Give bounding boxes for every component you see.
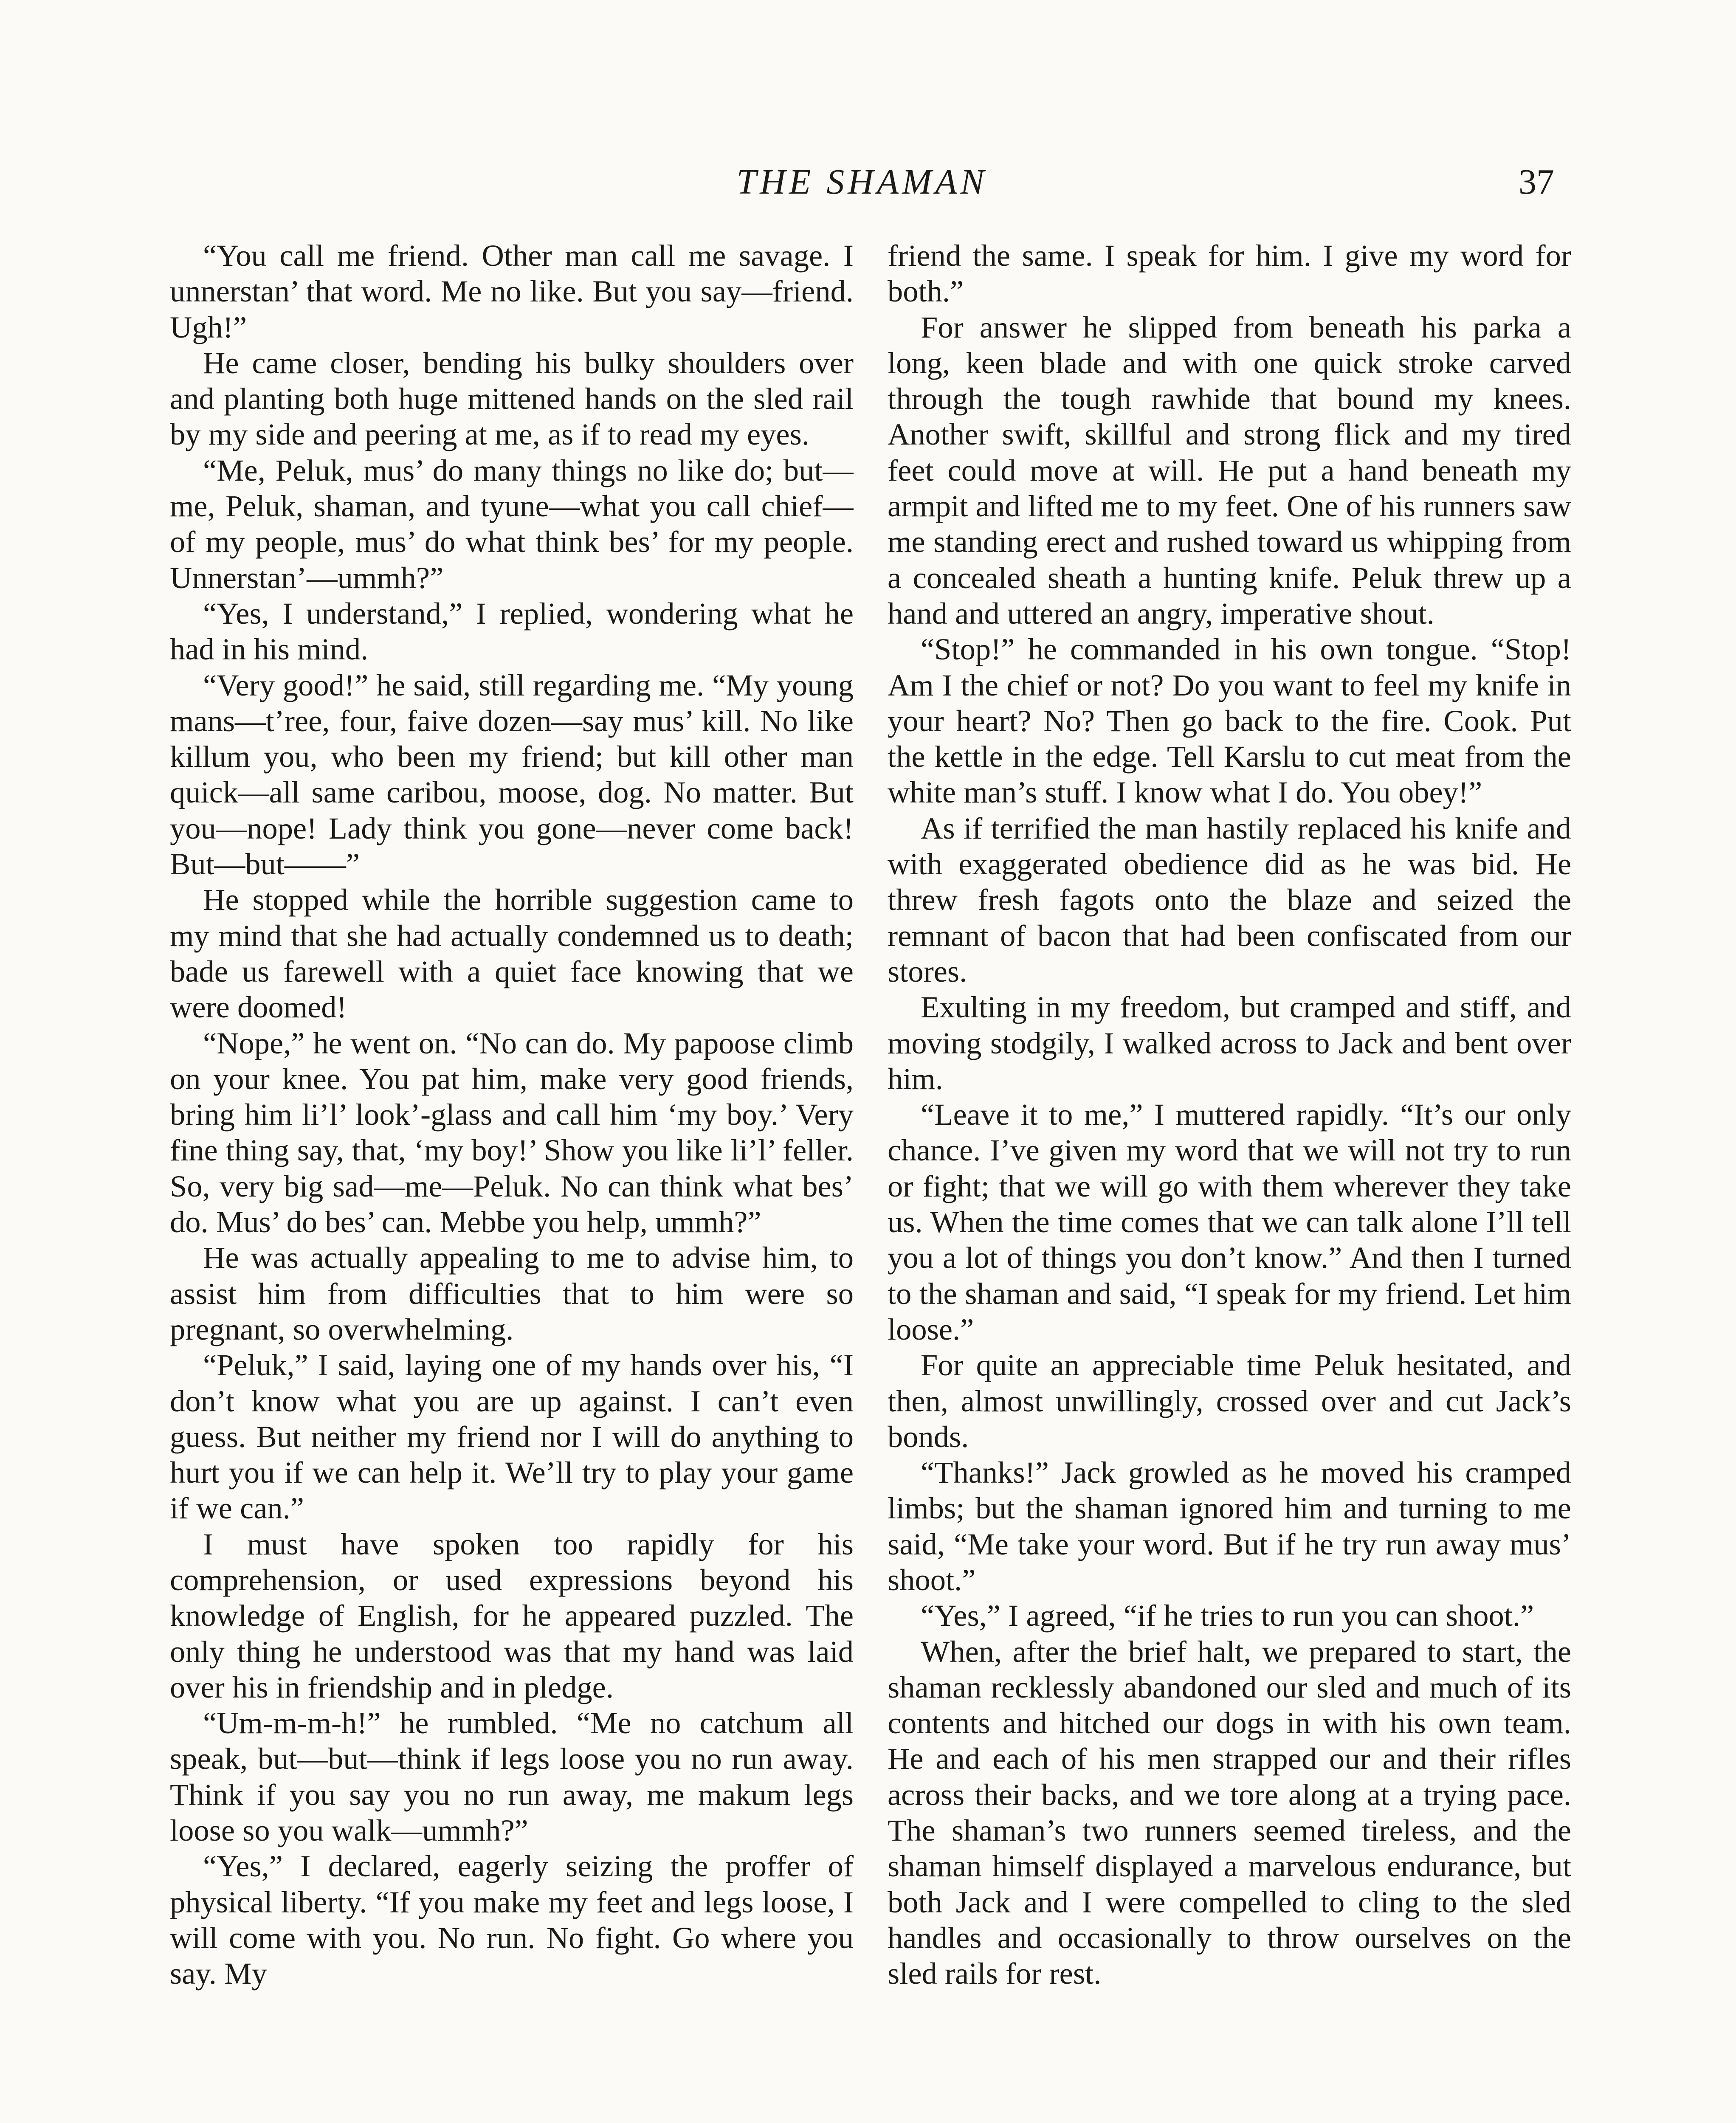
paragraph: Exulting in my freedom, but cramped and stiff, and moving stodgily, I walked across to Jack and bent over him. [888, 990, 1571, 1096]
paragraph: He came closer, bending his bulky shoulders over and planting both huge mittened hands on the sled rail by my side and peering at me, as if to read my eyes. [170, 345, 854, 452]
paragraph: “You call me friend. Other man call me savage. I unnerstan’ that word. Me no like. But you say—friend. Ugh!” [170, 238, 854, 344]
paragraph: “Me, Peluk, mus’ do many things no like do; but—me, Peluk, shaman, and tyune—what you call chief—of my people, mus’ do what think bes’ for my people. Unnerstan’—ummh?” [170, 453, 854, 595]
running-header [170, 161, 1554, 212]
left-column [170, 238, 854, 2123]
paragraph: “Peluk,” I said, laying one of my hands over his, “I don’t know what you are up against. I can’t even guess. But neither my friend nor I will do anything to hurt you if we can help it. We’ll try to play your game if we can.” [170, 1348, 854, 1526]
paragraph: “Thanks!” Jack growled as he moved his cramped limbs; but the shaman ignored him and turning to me said, “Me take your word. But if he try run away mus’ shoot.” [888, 1455, 1571, 1597]
paragraph: “Stop!” he commanded in his own tongue. “Stop! Am I the chief or not? Do you want to feel my knife in your heart? No? Then go back to the fire. Cook. Put the kettle in the edge. Tell Karslu to cut meat from the white man’s stuff. I know what I do. You obey!” [888, 632, 1571, 810]
paragraph: I must have spoken too rapidly for his comprehension, or used expressions beyond his knowledge of English, for he appeared puzzled. The only thing he understood was that my hand was laid over his in friendship and in pledge. [170, 1526, 854, 1704]
paragraph: He stopped while the horrible suggestion came to my mind that she had actually condemned us to death; bade us farewell with a quiet face knowing that we were doomed! [170, 882, 854, 1025]
right-column [888, 238, 1571, 2123]
paragraph: “Yes,” I declared, eagerly seizing the proffer of physical liberty. “If you make my feet and legs loose, I will come with you. No run. No fight. Go where you say. My [170, 1849, 854, 1991]
paragraph: “Yes,” I agreed, “if he tries to run you can shoot.” [921, 1598, 1534, 1633]
paragraph: When, after the brief halt, we prepared to start, the shaman recklessly abandoned our sled and much of its contents and hitched our dogs in with his own team. He and each of his men strapped our and their rifles across their backs, and we tore along at a trying pace. The shaman’s two runners seemed tireless, and the shaman himself displayed a marvelous endurance, but both Jack and I were compelled to cling to the sled handles and occasionally to throw ourselves on the sled rails for rest. [888, 1634, 1571, 1991]
paragraph: As if terrified the man hastily replaced his knife and with exaggerated obedience did as he was bid. He threw fresh fagots onto the blaze and seized the remnant of bacon that had been confiscated from our stores. [888, 811, 1571, 988]
paragraph: “Leave it to me,” I muttered rapidly. “It’s our only chance. I’ve given my word that we will not try to run or fight; that we will go with them wherever they take us. When the time comes that we can talk alone I’ll tell you a lot of things you don’t know.” And then I turned to the shaman and said, “I speak for my friend. Let him loose.” [888, 1097, 1571, 1346]
paragraph: He was actually appealing to me to advise him, to assist him from difficulties that to him were so pregnant, so overwhelming. [170, 1240, 854, 1346]
paragraph: “Nope,” he went on. “No can do. My papoose climb on your knee. You pat him, make very good friends, bring him li’l’ look’-glass and call him ‘my boy.’ Very fine thing say, that, ‘my boy!’ Show you like li’l’ feller. So, very big sad—me—Peluk. No can think what bes’ do. Mus’ do bes’ can. Mebbe you help, ummh?” [170, 1025, 854, 1239]
paragraph: “Um-m-m-h!” he rumbled. “Me no catchum all speak, but—but—think if legs loose you no run away. Think if you say you no run away, me makum legs loose so you walk—ummh?” [170, 1706, 854, 1848]
running-title: THE SHAMAN [736, 162, 988, 202]
paragraph: For quite an appreciable time Peluk hesitated, and then, almost unwillingly, crossed over and cut Jack’s bonds. [888, 1348, 1571, 1454]
paragraph: For answer he slipped from beneath his parka a long, keen blade and with one quick stroke carved through the tough rawhide that bound my knees. Another swift, skillful and strong flick and my tired feet could move at will. He put a hand beneath my armpit and lifted me to my feet. One of his runners saw me standing erect and rushed toward us whipping from a concealed sheath a hunting knife. Peluk threw up a hand and uttered an angry, imperative shout. [888, 310, 1571, 631]
paragraph: “Very good!” he said, still regarding me. “My young mans—t’ree, four, faive dozen—say mus’ kill. No like killum you, who been my friend; but kill other man quick—all same caribou, moose, dog. No matter. But you—nope! Lady think you gone—never come back! But—but——” [170, 667, 854, 881]
paragraph: “Yes, I understand,” I replied, wondering what he had in his mind. [170, 596, 854, 667]
paragraph-continuation: friend the same. I speak for him. I give my word for both.” [888, 238, 1571, 309]
page-number: 37 [1519, 162, 1554, 202]
